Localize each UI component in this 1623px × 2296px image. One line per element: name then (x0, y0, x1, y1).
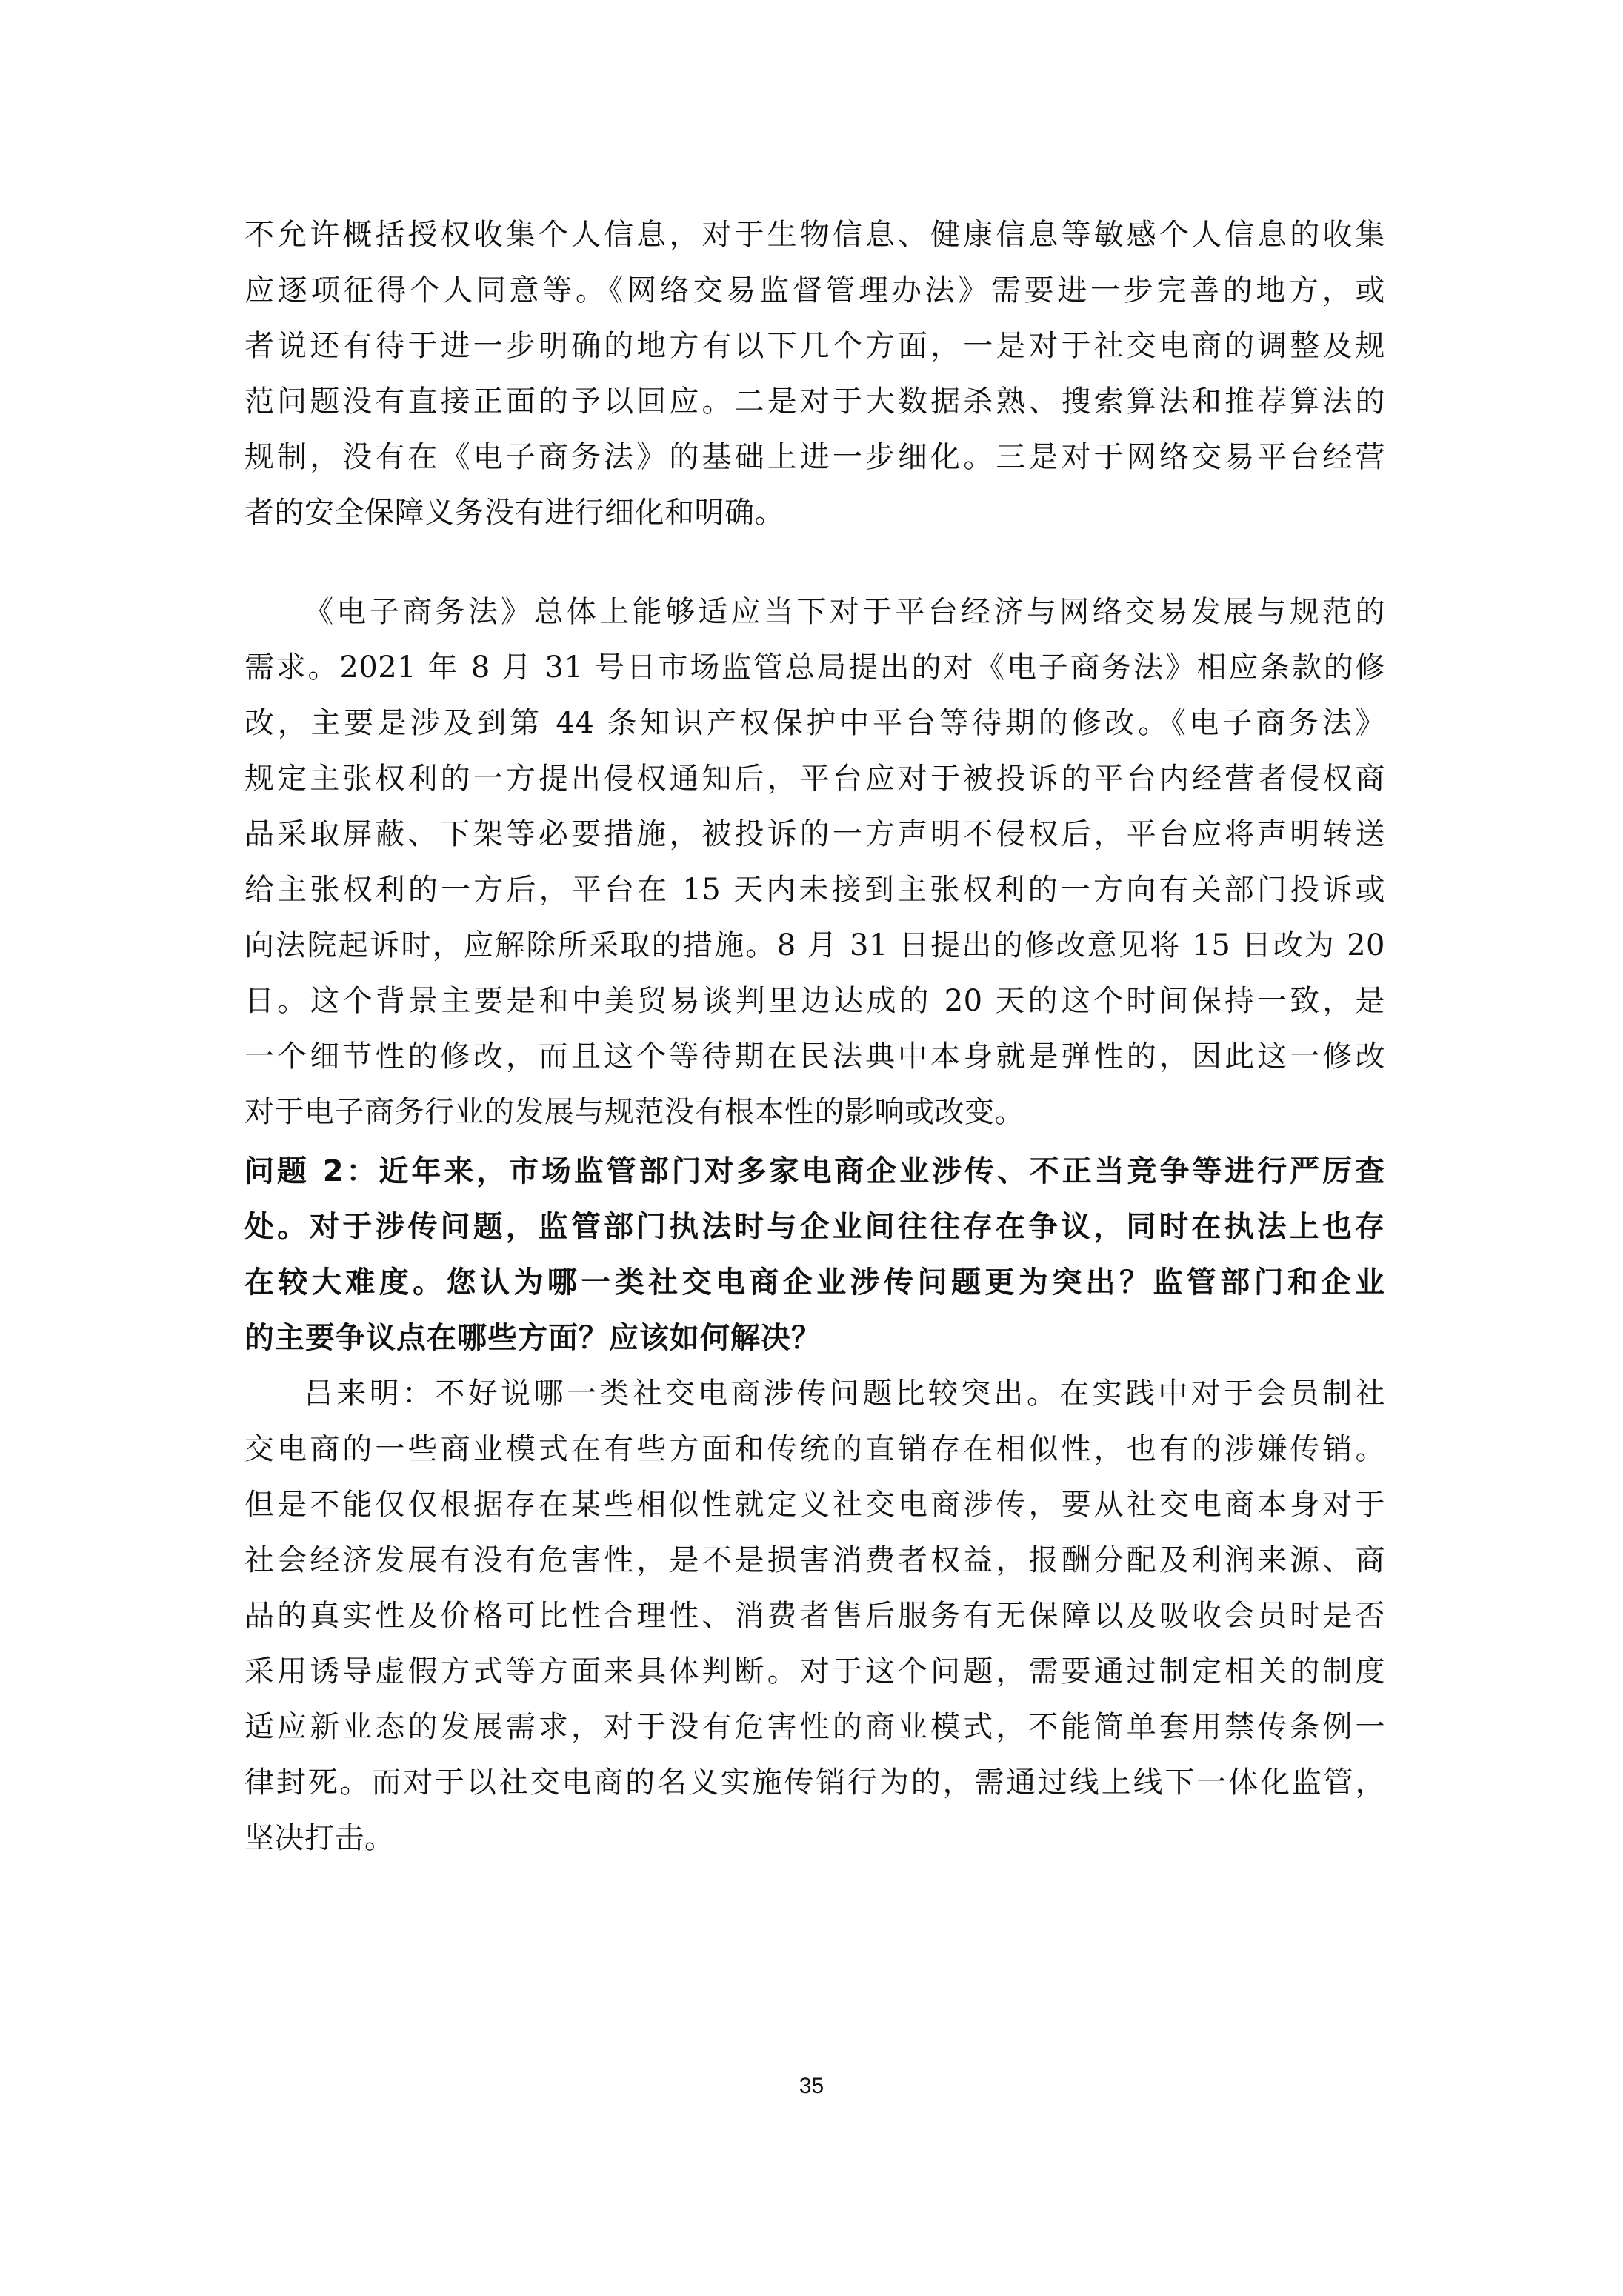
text-line: 改，主要是涉及到第 44 条知识产权保护中平台等待期的修改。《电子商务法》 (244, 706, 1385, 740)
text-line: 不允许概括授权收集个人信息，对于生物信息、健康信息等敏感个人信息的收集 (244, 218, 1385, 252)
text-line: 给主张权利的一方后，平台在 15 天内未接到主张权利的一方向有关部门投诉或 (244, 873, 1385, 907)
text-line: 应逐项征得个人同意等。《网络交易监督管理办法》需要进一步完善的地方，或 (244, 273, 1385, 307)
text-line: 交电商的一些商业模式在有些方面和传统的直销存在相似性，也有的涉嫌传销。 (244, 1432, 1385, 1466)
text-line: 社会经济发展有没有危害性，是不是损害消费者权益，报酬分配及利润来源、商 (244, 1543, 1385, 1577)
text-line: 适应新业态的发展需求，对于没有危害性的商业模式，不能简单套用禁传条例一 (244, 1710, 1385, 1744)
text-line: 采用诱导虚假方式等方面来具体判断。对于这个问题，需要通过制定相关的制度 (244, 1654, 1385, 1688)
text-line: 《电子商务法》总体上能够适应当下对于平台经济与网络交易发展与规范的 (304, 595, 1385, 629)
text-line: 者说还有待于进一步明确的地方有以下几个方面，一是对于社交电商的调整及规 (244, 329, 1385, 363)
text-line: 需求。2021 年 8 月 31 号日市场监管总局提出的对《电子商务法》相应条款的修 (244, 650, 1385, 685)
question-line: 在较大难度。您认为哪一类社交电商企业涉传问题更为突出？监管部门和企业 (244, 1265, 1385, 1300)
text-line: 吕来明：不好说哪一类社交电商涉传问题比较突出。在实践中对于会员制社 (304, 1377, 1385, 1411)
text-line: 律封死。而对于以社交电商的名义实施传销行为的，需通过线上线下一体化监管， (244, 1766, 1385, 1800)
text-line: 向法院起诉时，应解除所采取的措施。8 月 31 日提出的修改意见将 15 日改为 20 (244, 928, 1385, 962)
text-line: 坚决打击。 (244, 1821, 395, 1855)
text-line: 对于电子商务行业的发展与规范没有根本性的影响或改变。 (244, 1095, 1024, 1129)
question-line: 处。对于涉传问题，监管部门执法时与企业间往往存在争议，同时在执法上也存 (244, 1210, 1385, 1244)
text-line: 品的真实性及价格可比性合理性、消费者售后服务有无保障以及吸收会员时是否 (244, 1599, 1385, 1633)
text-line: 品采取屏蔽、下架等必要措施，被投诉的一方声明不侵权后，平台应将声明转送 (244, 817, 1385, 851)
page-number: 35 (799, 2074, 824, 2098)
question-line: 问题 2：近年来，市场监管部门对多家电商企业涉传、不正当竞争等进行严厉查 (244, 1154, 1385, 1188)
text-line: 范问题没有直接正面的予以回应。二是对于大数据杀熟、搜索算法和推荐算法的 (244, 385, 1385, 419)
text-line: 一个细节性的修改，而且这个等待期在民法典中本身就是弹性的，因此这一修改 (244, 1039, 1385, 1074)
text-line: 但是不能仅仅根据存在某些相似性就定义社交电商涉传，要从社交电商本身对于 (244, 1488, 1385, 1522)
text-line: 规定主张权利的一方提出侵权通知后，平台应对于被投诉的平台内经营者侵权商 (244, 762, 1385, 796)
text-line: 者的安全保障义务没有进行细化和明确。 (244, 496, 784, 530)
text-line: 规制，没有在《电子商务法》的基础上进一步细化。三是对于网络交易平台经营 (244, 440, 1385, 474)
text-line: 日。这个背景主要是和中美贸易谈判里边达成的 20 天的这个时间保持一致，是 (244, 984, 1385, 1018)
question-line: 的主要争议点在哪些方面？应该如何解决？ (244, 1321, 822, 1355)
